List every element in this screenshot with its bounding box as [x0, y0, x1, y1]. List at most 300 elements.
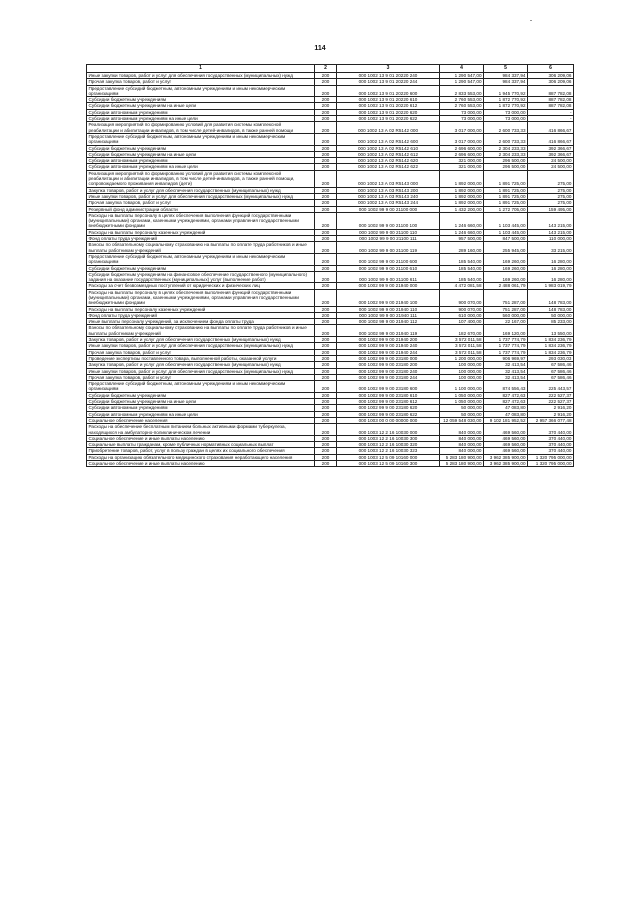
unexecuted-amount-cell: 16 280,00: [528, 265, 574, 271]
budget-code-cell: 000 1002 99 9 00 23180 612: [337, 399, 440, 405]
admin-code-cell: 200: [315, 200, 337, 206]
approved-amount-cell: 1 892 000,00: [440, 200, 484, 206]
approved-amount-cell: 185 540,00: [440, 265, 484, 271]
budget-code-cell: 000 1002 99 9 00 23180 244: [337, 374, 440, 380]
approved-amount-cell: 100 000,00: [440, 374, 484, 380]
approved-amount-cell: 107 400,00: [440, 319, 484, 325]
budget-code-cell: 000 1003 12 2 16 10030 000: [337, 424, 440, 436]
unexecuted-amount-cell: 13 550,00: [528, 325, 574, 337]
row-name-cell: Закупка товаров, работ и услуг для обеспечения государственных (муниципальных) нужд: [87, 362, 315, 368]
unexecuted-amount-cell: 2 957 366 077,48: [528, 417, 574, 423]
approved-amount-cell: 100 000,00: [440, 368, 484, 374]
budget-code-cell: 000 1003 00 0 00 00000 000: [337, 417, 440, 423]
unexecuted-amount-cell: 16 280,00: [528, 271, 574, 283]
unexecuted-amount-cell: 306 209,06: [528, 79, 574, 85]
approved-amount-cell: 2 696 600,00: [440, 151, 484, 157]
approved-amount-cell: 1 246 660,00: [440, 212, 484, 229]
admin-code-cell: 200: [315, 158, 337, 164]
budget-code-cell: 000 1002 99 9 00 21940 119: [337, 325, 440, 337]
budget-code-cell: 000 1002 99 9 00 21940 112: [337, 319, 440, 325]
unexecuted-amount-cell: 2 916,20: [528, 405, 574, 411]
approved-amount-cell: 5 283 180 900,00: [440, 454, 484, 460]
approved-amount-cell: 1 892 000,00: [440, 193, 484, 199]
executed-amount-cell: 73 000,00: [484, 109, 528, 115]
row-name-cell: Субсидии бюджетным учреждениям на финансовое обеспечение государственного (муниципального) задания на оказание государственных (муниципальных) услуг (выполнение работ): [87, 271, 315, 283]
executed-amount-cell: 296 500,00: [484, 164, 528, 170]
admin-code-cell: 200: [315, 337, 337, 343]
executed-amount-cell: 47 083,80: [484, 405, 528, 411]
row-name-cell: Прочая закупка товаров, работ и услуг: [87, 79, 315, 85]
approved-amount-cell: 3 017 000,00: [440, 133, 484, 145]
approved-amount-cell: 2 833 553,00: [440, 85, 484, 97]
row-name-cell: Субсидии бюджетным учреждениям: [87, 392, 315, 398]
budget-code-cell: 000 1002 99 9 00 23180 200: [337, 362, 440, 368]
budget-code-cell: 000 1002 13 А 02 R5142 610: [337, 145, 440, 151]
budget-code-cell: 000 1002 99 9 00 21940 100: [337, 289, 440, 306]
unexecuted-amount-cell: 24 500,00: [528, 164, 574, 170]
admin-code-cell: 200: [315, 355, 337, 361]
table-row: [87, 85, 574, 97]
approved-amount-cell: 3 572 011,58: [440, 343, 484, 349]
row-name-cell: Расходы на обеспечение бесплатным питанием больных активными формами туберкулеза, находящихся на амбулаторно-поликлиническом лечении: [87, 424, 315, 436]
executed-amount-cell: 469 560,00: [484, 448, 528, 454]
executed-amount-cell: 1 945 770,92: [484, 85, 528, 97]
admin-code-cell: 200: [315, 229, 337, 235]
approved-amount-cell: 12 059 548 030,00: [440, 417, 484, 423]
admin-code-cell: 200: [315, 206, 337, 212]
approved-amount-cell: 100 000,00: [440, 362, 484, 368]
executed-amount-cell: 827 472,63: [484, 399, 528, 405]
unexecuted-amount-cell: 275,00: [528, 200, 574, 206]
budget-code-cell: 000 1002 99 9 00 23180 000: [337, 355, 440, 361]
admin-code-cell: 200: [315, 289, 337, 306]
budget-code-cell: 000 1002 13 А 03 R5143 240: [337, 193, 440, 199]
admin-code-cell: 200: [315, 381, 337, 393]
budget-code-cell: 000 1002 99 9 00 21940 244: [337, 349, 440, 355]
executed-amount-cell: 3 962 385 900,00: [484, 454, 528, 460]
executed-amount-cell: 2 600 733,33: [484, 122, 528, 134]
executed-amount-cell: 469 560,00: [484, 435, 528, 441]
unexecuted-amount-cell: 148 783,00: [528, 306, 574, 312]
budget-code-cell: 000 1002 99 9 00 21940 240: [337, 343, 440, 349]
executed-amount-cell: 469 560,00: [484, 442, 528, 448]
budget-code-cell: 000 1003 12 5 09 10160 000: [337, 454, 440, 460]
row-name-cell: Субсидии автономным учреждениям: [87, 158, 315, 164]
table-row: [87, 325, 574, 337]
row-name-cell: Закупка товаров, работ и услуг для обеспечения государственных (муниципальных) нужд: [87, 187, 315, 193]
admin-code-cell: 200: [315, 122, 337, 134]
approved-amount-cell: 5 283 180 900,00: [440, 461, 484, 467]
budget-code-cell: 000 1002 99 9 00 23180 600: [337, 381, 440, 393]
approved-amount-cell: 289 160,00: [440, 242, 484, 254]
unexecuted-amount-cell: 85 233,00: [528, 319, 574, 325]
budget-code-cell: 000 1002 13 9 01 20220 240: [337, 73, 440, 79]
unexecuted-amount-cell: -: [528, 116, 574, 122]
executed-amount-cell: 874 556,43: [484, 381, 528, 393]
budget-code-cell: 000 1002 13 А 02 R5142 622: [337, 164, 440, 170]
admin-code-cell: 200: [315, 193, 337, 199]
unexecuted-amount-cell: 887 782,08: [528, 103, 574, 109]
approved-amount-cell: 840 000,00: [440, 442, 484, 448]
admin-code-cell: 200: [315, 411, 337, 417]
unexecuted-amount-cell: 1 320 795 000,00: [528, 461, 574, 467]
unexecuted-amount-cell: 275,00: [528, 170, 574, 187]
admin-code-cell: 200: [315, 151, 337, 157]
row-name-cell: Субсидии бюджетным учреждениям на иные цели: [87, 151, 315, 157]
admin-code-cell: 200: [315, 392, 337, 398]
unexecuted-amount-cell: 33 215,00: [528, 242, 574, 254]
budget-code-cell: 000 1003 12 2 16 10030 300: [337, 435, 440, 441]
budget-code-cell: 000 1002 99 9 00 21100 610: [337, 265, 440, 271]
budget-code-cell: 000 1002 99 9 00 21100 600: [337, 253, 440, 265]
executed-amount-cell: 1 891 725,00: [484, 193, 528, 199]
unexecuted-amount-cell: 67 586,46: [528, 368, 574, 374]
budget-code-cell: 000 1002 13 А 02 R5142 000: [337, 122, 440, 134]
row-name-cell: Субсидии автономным учреждениям на иные цели: [87, 164, 315, 170]
admin-code-cell: 200: [315, 343, 337, 349]
budget-code-cell: 000 1002 13 А 02 R5142 620: [337, 158, 440, 164]
executed-amount-cell: 255 945,00: [484, 242, 528, 254]
admin-code-cell: 200: [315, 85, 337, 97]
approved-amount-cell: 1 290 547,00: [440, 79, 484, 85]
budget-code-cell: 000 1002 99 9 00 21940 111: [337, 312, 440, 318]
approved-amount-cell: 840 000,00: [440, 424, 484, 436]
admin-code-cell: 200: [315, 253, 337, 265]
scan-speck: [530, 20, 532, 21]
unexecuted-amount-cell: 1 834 236,79: [528, 337, 574, 343]
row-name-cell: Субсидии бюджетным учреждениям: [87, 97, 315, 103]
admin-code-cell: 200: [315, 454, 337, 460]
row-name-cell: Субсидии бюджетным учреждениям: [87, 145, 315, 151]
approved-amount-cell: 1 050 000,00: [440, 399, 484, 405]
row-name-cell: Субсидии автономным учреждениям на иные цели: [87, 411, 315, 417]
table-row: [87, 289, 574, 306]
approved-amount-cell: 321 000,00: [440, 158, 484, 164]
column-header: 6: [528, 65, 574, 73]
row-name-cell: Прочая закупка товаров, работ и услуг: [87, 374, 315, 380]
executed-amount-cell: 1 103 445,00: [484, 229, 528, 235]
table-row: [87, 461, 574, 467]
unexecuted-amount-cell: 370 440,00: [528, 448, 574, 454]
row-name-cell: Иные выплаты персоналу учреждений, за исключением фонда оплаты труда: [87, 319, 315, 325]
row-name-cell: Приобретение товаров, работ, услуг в пользу граждан в целях их социального обеспечения: [87, 448, 315, 454]
budget-code-cell: 000 1002 13 9 01 20220 610: [337, 97, 440, 103]
admin-code-cell: 200: [315, 164, 337, 170]
row-name-cell: Субсидии автономным учреждениям: [87, 405, 315, 411]
unexecuted-amount-cell: 50 000,00: [528, 312, 574, 318]
unexecuted-amount-cell: 143 215,00: [528, 229, 574, 235]
budget-code-cell: 000 1002 13 9 01 20220 620: [337, 109, 440, 115]
table-row: [87, 271, 574, 283]
table-row: [87, 381, 574, 393]
unexecuted-amount-cell: 159 495,00: [528, 206, 574, 212]
approved-amount-cell: 2 760 553,00: [440, 97, 484, 103]
row-name-cell: Расходы на выплаты персоналу казенных учреждений: [87, 229, 315, 235]
admin-code-cell: 200: [315, 349, 337, 355]
executed-amount-cell: 32 413,54: [484, 368, 528, 374]
executed-amount-cell: 169 260,00: [484, 265, 528, 271]
executed-amount-cell: 32 413,54: [484, 374, 528, 380]
approved-amount-cell: 900 070,00: [440, 306, 484, 312]
admin-code-cell: 200: [315, 362, 337, 368]
row-name-cell: Иные закупки товаров, работ и услуг для обеспечения государственных (муниципальных) нужд: [87, 343, 315, 349]
executed-amount-cell: 1 103 445,00: [484, 212, 528, 229]
unexecuted-amount-cell: 1 834 236,79: [528, 343, 574, 349]
approved-amount-cell: 1 100 000,00: [440, 381, 484, 393]
unexecuted-amount-cell: 370 440,00: [528, 442, 574, 448]
executed-amount-cell: 1 737 774,79: [484, 343, 528, 349]
admin-code-cell: 200: [315, 187, 337, 193]
unexecuted-amount-cell: -: [528, 109, 574, 115]
admin-code-cell: 200: [315, 435, 337, 441]
executed-amount-cell: 32 413,54: [484, 362, 528, 368]
executed-amount-cell: 3 962 385 900,00: [484, 461, 528, 467]
executed-amount-cell: 1 737 774,79: [484, 349, 528, 355]
approved-amount-cell: 840 000,00: [440, 435, 484, 441]
approved-amount-cell: 900 070,00: [440, 289, 484, 306]
admin-code-cell: 200: [315, 271, 337, 283]
admin-code-cell: 200: [315, 116, 337, 122]
column-header: 2: [315, 65, 337, 73]
admin-code-cell: 200: [315, 442, 337, 448]
budget-code-cell: 000 1002 99 9 00 23180 622: [337, 411, 440, 417]
budget-code-cell: 000 1002 13 А 02 R5142 612: [337, 151, 440, 157]
row-name-cell: Субсидии бюджетным учреждениям: [87, 265, 315, 271]
row-name-cell: Фонд оплаты труда учреждений: [87, 312, 315, 318]
unexecuted-amount-cell: 306 209,06: [528, 73, 574, 79]
unexecuted-amount-cell: 887 782,08: [528, 85, 574, 97]
row-name-cell: Иные закупки товаров, работ и услуг для обеспечения государственных (муниципальных) нужд: [87, 368, 315, 374]
table-body: [87, 65, 574, 467]
unexecuted-amount-cell: 275,00: [528, 193, 574, 199]
row-name-cell: Реализация мероприятий по формированию условий для развития системы комплексной реабилитации и абилитации инвалидов, в том числе детей-инвалидов, а также ранней помощи, сопровождаемого проживания инвалидов (дети): [87, 170, 315, 187]
budget-code-cell: 000 1002 13 А 02 R5142 600: [337, 133, 440, 145]
unexecuted-amount-cell: 1 834 236,79: [528, 349, 574, 355]
unexecuted-amount-cell: 148 783,00: [528, 289, 574, 306]
row-name-cell: Фонд оплаты труда учреждений: [87, 236, 315, 242]
admin-code-cell: 200: [315, 265, 337, 271]
unexecuted-amount-cell: 225 443,57: [528, 381, 574, 393]
executed-amount-cell: 9 102 181 952,52: [484, 417, 528, 423]
budget-code-cell: 000 1002 99 9 00 21100 100: [337, 212, 440, 229]
row-name-cell: Расходы на выплаты персоналу в целях обеспечения выполнения функций государственными (муниципальными) органами, казенными учреждениями, органами управления государственными внебюджетными фондами: [87, 212, 315, 229]
approved-amount-cell: 1 050 000,00: [440, 392, 484, 398]
approved-amount-cell: 185 540,00: [440, 253, 484, 265]
approved-amount-cell: 73 000,00: [440, 116, 484, 122]
row-name-cell: Взносы по обязательному социальному страхованию на выплаты по оплате труда работников и иные выплаты работникам учреждений: [87, 325, 315, 337]
row-name-cell: Субсидии автономным учреждениям: [87, 109, 315, 115]
admin-code-cell: 200: [315, 133, 337, 145]
budget-code-cell: 000 1002 13 9 01 20220 600: [337, 85, 440, 97]
unexecuted-amount-cell: 24 500,00: [528, 158, 574, 164]
executed-amount-cell: 1 272 705,00: [484, 206, 528, 212]
admin-code-cell: 200: [315, 405, 337, 411]
executed-amount-cell: 22 167,00: [484, 319, 528, 325]
approved-amount-cell: 1 892 000,00: [440, 187, 484, 193]
admin-code-cell: 200: [315, 73, 337, 79]
budget-code-cell: 000 1002 99 9 00 23180 240: [337, 368, 440, 374]
unexecuted-amount-cell: 416 866,67: [528, 133, 574, 145]
approved-amount-cell: 1 892 000,00: [440, 170, 484, 187]
admin-code-cell: 200: [315, 368, 337, 374]
approved-amount-cell: 50 000,00: [440, 411, 484, 417]
executed-amount-cell: 1 872 770,92: [484, 97, 528, 103]
admin-code-cell: 200: [315, 170, 337, 187]
approved-amount-cell: 3 572 011,58: [440, 337, 484, 343]
row-name-cell: Социальное обеспечение и иные выплаты населению: [87, 461, 315, 467]
row-name-cell: Расходы за счет безвозмездных поступлений от юридических и физических лиц: [87, 283, 315, 289]
unexecuted-amount-cell: 16 280,00: [528, 253, 574, 265]
approved-amount-cell: 1 246 660,00: [440, 229, 484, 235]
column-header: 4: [440, 65, 484, 73]
row-name-cell: Взносы по обязательному социальному страхованию на выплаты по оплате труда работников и иные выплаты работникам учреждений: [87, 242, 315, 254]
row-name-cell: Субсидии бюджетным учреждениям на иные цели: [87, 399, 315, 405]
budget-code-cell: 000 1002 13 9 01 20220 622: [337, 116, 440, 122]
row-name-cell: Прочая закупка товаров, работ и услуг: [87, 200, 315, 206]
unexecuted-amount-cell: 887 782,08: [528, 97, 574, 103]
unexecuted-amount-cell: 392 366,67: [528, 151, 574, 157]
budget-code-cell: 000 1002 99 9 00 23180 620: [337, 405, 440, 411]
row-name-cell: Расходы на организацию обязательного медицинского страхования неработающего населения: [87, 454, 315, 460]
approved-amount-cell: 321 000,00: [440, 164, 484, 170]
budget-execution-table: [86, 64, 574, 467]
approved-amount-cell: 185 540,00: [440, 271, 484, 283]
executed-amount-cell: 169 260,00: [484, 271, 528, 283]
budget-code-cell: 000 1002 13 А 03 R5143 000: [337, 170, 440, 187]
budget-code-cell: 000 1002 13 А 03 R5143 244: [337, 200, 440, 206]
admin-code-cell: 200: [315, 236, 337, 242]
row-name-cell: Социальное обеспечение населения: [87, 417, 315, 423]
table-row: [87, 424, 574, 436]
executed-amount-cell: 469 560,00: [484, 424, 528, 436]
approved-amount-cell: 840 000,00: [440, 448, 484, 454]
budget-code-cell: 000 1002 13 9 01 20220 244: [337, 79, 440, 85]
approved-amount-cell: 3 017 000,00: [440, 122, 484, 134]
approved-amount-cell: 73 000,00: [440, 109, 484, 115]
executed-amount-cell: 906 969,97: [484, 355, 528, 361]
budget-code-cell: 000 1002 99 9 00 21100 611: [337, 271, 440, 283]
table-row: [87, 212, 574, 229]
executed-amount-cell: 984 337,94: [484, 73, 528, 79]
row-name-cell: Предоставление субсидий бюджетным, автономным учреждениям и иным некоммерческим организациям: [87, 133, 315, 145]
column-header: 1: [87, 65, 315, 73]
executed-amount-cell: 2 600 733,33: [484, 133, 528, 145]
row-name-cell: Социальные выплаты гражданам, кроме публичных нормативных социальных выплат: [87, 442, 315, 448]
unexecuted-amount-cell: 392 366,67: [528, 145, 574, 151]
row-name-cell: Прочая закупка товаров, работ и услуг: [87, 349, 315, 355]
budget-code-cell: 000 1002 13 А 03 R5143 200: [337, 187, 440, 193]
approved-amount-cell: 182 670,00: [440, 325, 484, 337]
column-header: 5: [484, 65, 528, 73]
budget-code-cell: 000 1002 99 9 00 21100 110: [337, 229, 440, 235]
row-name-cell: Предоставление субсидий бюджетным, автономным учреждениям и иным некоммерческим организациям: [87, 85, 315, 97]
admin-code-cell: 200: [315, 109, 337, 115]
row-name-cell: Иные закупки товаров, работ и услуг для обеспечения государственных (муниципальных) нужд: [87, 73, 315, 79]
executed-amount-cell: 47 083,80: [484, 411, 528, 417]
unexecuted-amount-cell: 222 527,37: [528, 399, 574, 405]
budget-code-cell: 000 1002 99 9 00 21940 110: [337, 306, 440, 312]
unexecuted-amount-cell: 1 983 019,79: [528, 283, 574, 289]
executed-amount-cell: 1 891 725,00: [484, 187, 528, 193]
executed-amount-cell: 2 304 233,33: [484, 151, 528, 157]
executed-amount-cell: 1 872 770,92: [484, 103, 528, 109]
budget-code-cell: 000 1002 99 9 00 21100 111: [337, 236, 440, 242]
column-header: 3: [337, 65, 440, 73]
unexecuted-amount-cell: 416 866,67: [528, 122, 574, 134]
unexecuted-amount-cell: 67 586,46: [528, 374, 574, 380]
executed-amount-cell: 1 737 774,79: [484, 337, 528, 343]
row-name-cell: Предоставление субсидий бюджетным, автономным учреждениям и иным некоммерческим организациям: [87, 253, 315, 265]
unexecuted-amount-cell: 370 440,00: [528, 435, 574, 441]
unexecuted-amount-cell: 1 320 795 000,00: [528, 454, 574, 460]
unexecuted-amount-cell: 143 215,00: [528, 212, 574, 229]
executed-amount-cell: 1 891 725,00: [484, 200, 528, 206]
table-row: [87, 133, 574, 145]
admin-code-cell: 200: [315, 212, 337, 229]
table-row: [87, 170, 574, 187]
row-name-cell: Иные закупки товаров, работ и услуг для обеспечения государственных (муниципальных) нужд: [87, 193, 315, 199]
budget-code-cell: 000 1002 99 9 00 21940 200: [337, 337, 440, 343]
column-number-row: [87, 65, 574, 73]
executed-amount-cell: 2 488 061,79: [484, 283, 528, 289]
admin-code-cell: 200: [315, 306, 337, 312]
approved-amount-cell: 4 472 081,58: [440, 283, 484, 289]
table-row: [87, 122, 574, 134]
admin-code-cell: 200: [315, 319, 337, 325]
approved-amount-cell: 957 500,00: [440, 236, 484, 242]
approved-amount-cell: 1 200 000,00: [440, 355, 484, 361]
executed-amount-cell: 560 000,00: [484, 312, 528, 318]
admin-code-cell: 200: [315, 283, 337, 289]
budget-code-cell: 000 1002 13 9 01 20220 612: [337, 103, 440, 109]
approved-amount-cell: 50 000,00: [440, 405, 484, 411]
executed-amount-cell: 847 500,00: [484, 236, 528, 242]
budget-code-cell: 000 1002 99 9 00 23180 610: [337, 392, 440, 398]
admin-code-cell: 200: [315, 399, 337, 405]
row-name-cell: Субсидии автономным учреждениям на иные цели: [87, 116, 315, 122]
admin-code-cell: 200: [315, 424, 337, 436]
admin-code-cell: 200: [315, 461, 337, 467]
admin-code-cell: 200: [315, 417, 337, 423]
row-name-cell: Субсидии бюджетным учреждениям на иные цели: [87, 103, 315, 109]
table-row: [87, 242, 574, 254]
row-name-cell: Закупка товаров, работ и услуг для обеспечения государственных (муниципальных) нужд: [87, 337, 315, 343]
executed-amount-cell: 751 287,00: [484, 306, 528, 312]
executed-amount-cell: 169 260,00: [484, 253, 528, 265]
approved-amount-cell: 610 000,00: [440, 312, 484, 318]
approved-amount-cell: 2 760 553,00: [440, 103, 484, 109]
page-number: 114: [314, 45, 326, 52]
table-row: [87, 253, 574, 265]
unexecuted-amount-cell: 67 586,46: [528, 362, 574, 368]
executed-amount-cell: 296 500,00: [484, 158, 528, 164]
budget-code-cell: 000 1002 99 9 00 21100 119: [337, 242, 440, 254]
unexecuted-amount-cell: 275,00: [528, 187, 574, 193]
executed-amount-cell: 827 472,63: [484, 392, 528, 398]
unexecuted-amount-cell: 110 000,00: [528, 236, 574, 242]
admin-code-cell: 200: [315, 103, 337, 109]
row-name-cell: Резервный фонд администрации области: [87, 206, 315, 212]
unexecuted-amount-cell: 2 916,20: [528, 411, 574, 417]
admin-code-cell: 200: [315, 145, 337, 151]
approved-amount-cell: 1 432 200,00: [440, 206, 484, 212]
admin-code-cell: 200: [315, 325, 337, 337]
executed-amount-cell: 169 120,00: [484, 325, 528, 337]
executed-amount-cell: 984 337,94: [484, 79, 528, 85]
row-name-cell: Расходы на выплаты персоналу казенных учреждений: [87, 306, 315, 312]
executed-amount-cell: 73 000,00: [484, 116, 528, 122]
executed-amount-cell: 751 287,00: [484, 289, 528, 306]
